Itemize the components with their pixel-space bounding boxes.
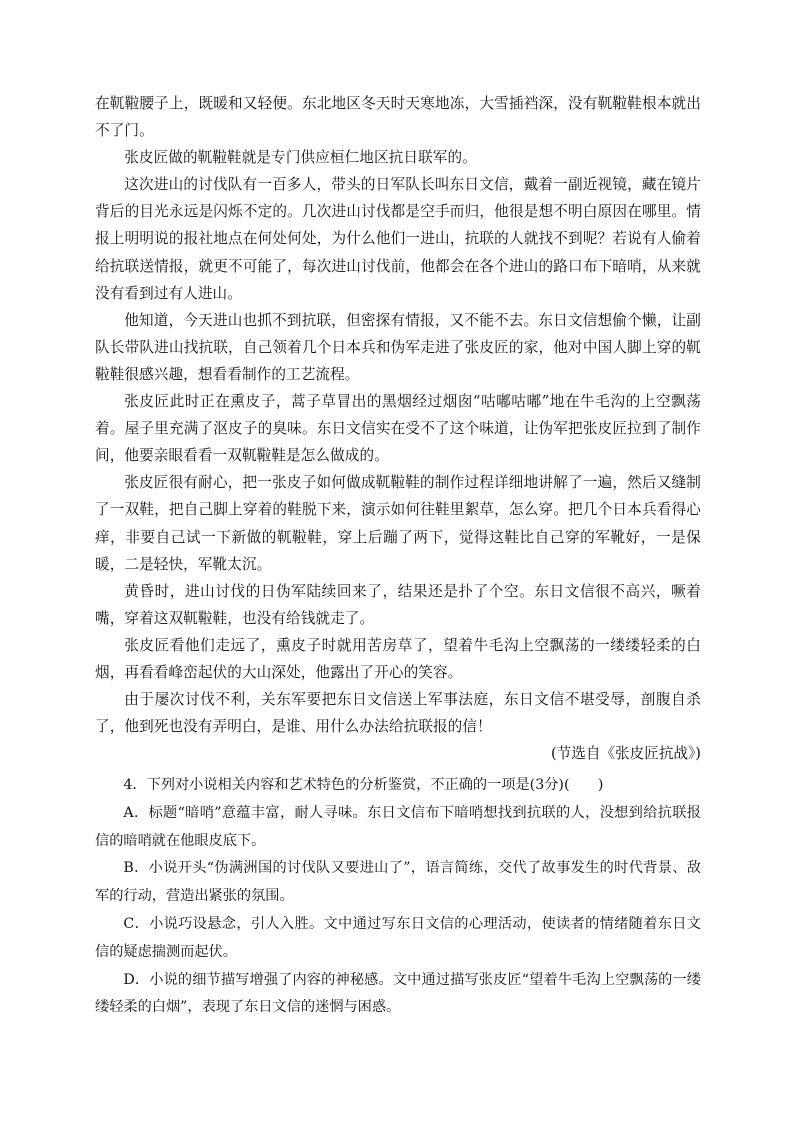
- story-paragraph: 黄昏时，进山讨伐的日伪军陆续回来了，结果还是扑了个空。东日文信很不高兴，噘着嘴，穿着这双靰鞡鞋，也没有给钱就走了。: [95, 582, 701, 627]
- story-paragraph: 在靰鞡腰子上，既暖和又轻便。东北地区冬天时天寒地冻，大雪插裆深，没有靰鞡鞋根本就出不了门。: [95, 95, 701, 140]
- story-paragraph: 他知道，今天进山也抓不到抗联，但密探有情报，又不能不去。东日文信想偷个懒，让副队长带队进山找抗联，自己领着几个日本兵和伪军走进了张皮匠的家，他对中国人脚上穿的靰鞡鞋很感兴趣，想看看制作的工艺流程。: [95, 311, 701, 383]
- story-paragraph: 张皮匠做的靰鞡鞋就是专门供应桓仁地区抗日联军的。: [124, 149, 477, 167]
- story-paragraph: 张皮匠此时正在熏皮子，蒿子草冒出的黑烟经过烟囱“咕嘟咕嘟”地在牛毛沟的上空飘荡着。屋子里充满了沤皮子的臭味。东日文信实在受不了这个味道，让伪军把张皮匠拉到了制作间，他要亲眼看看一双靰鞡鞋是怎么做成的。: [95, 393, 701, 465]
- option-d: D．小说的细节描写增强了内容的神秘感。文中通过描写张皮匠“望着牛毛沟上空飘荡的一缕缕轻柔的白烟”，表现了东日文信的迷惘与困惑。: [95, 971, 701, 1016]
- option-b: B．小说开头“伪满洲国的讨伐队又要进山了”，语言简练，交代了故事发生的时代背景、敌军的行动，营造出紧张的氛围。: [95, 860, 701, 905]
- story-paragraph: 张皮匠看他们走远了，熏皮子时就用苦房草了，望着牛毛沟上空飘荡的一缕缕轻柔的白烟，再看看峰峦起伏的大山深处，他露出了开心的笑容。: [95, 636, 701, 681]
- story-paragraph: 由于屡次讨伐不利，关东军要把东日文信送上军事法庭，东日文信不堪受辱，剖腹自杀了，他到死也没有弄明白，是谁、用什么办法给抗联报的信！: [95, 691, 701, 736]
- option-c: C．小说巧设悬念，引人入胜。文中通过写东日文信的心理活动，使读者的情绪随着东日文信的疑虑揣测而起伏。: [95, 915, 701, 960]
- question-block: [95, 772, 701, 1022]
- source-citation: (节选自《张皮匠抗战》): [550, 745, 701, 763]
- question-stem: 4．下列对小说相关内容和艺术特色的分析鉴赏，不正确的一项是(3分)( ): [123, 777, 604, 793]
- story-paragraph: 这次进山的讨伐队有一百多人，带头的日军队长叫东日文信，戴着一副近视镜，藏在镜片背后的目光永远是闪烁不定的。几次进山讨伐都是空手而归，他很是想不明白原因在哪里。情报上明明说的报社地点在何处何处，为什么他们一进山，抗联的人就找不到呢？若说有人偷着给抗联送情报，就更不可能了，每次进山讨伐前，他都会在各个进山的路口布下暗哨，从来就没有看到过有人进山。: [95, 176, 701, 302]
- option-a: A．标题“暗哨”意蕴丰富，耐人寻味。东日文信布下暗哨想找到抗联的人，没想到给抗联报信的暗哨就在他眼皮底下。: [95, 804, 701, 849]
- story-excerpt: [95, 90, 701, 767]
- story-paragraph: 张皮匠很有耐心，把一张皮子如何做成靰鞡鞋的制作过程详细地讲解了一遍，然后又缝制了一双鞋，把自己脚上穿着的鞋脱下来，演示如何往鞋里絮草，怎么穿。把几个日本兵看得心痒，非要自己试一下新做的靰鞡鞋，穿上后蹦了两下，觉得这鞋比自己穿的军靴好，一是保暖，二是轻快，军靴太沉。: [95, 474, 701, 573]
